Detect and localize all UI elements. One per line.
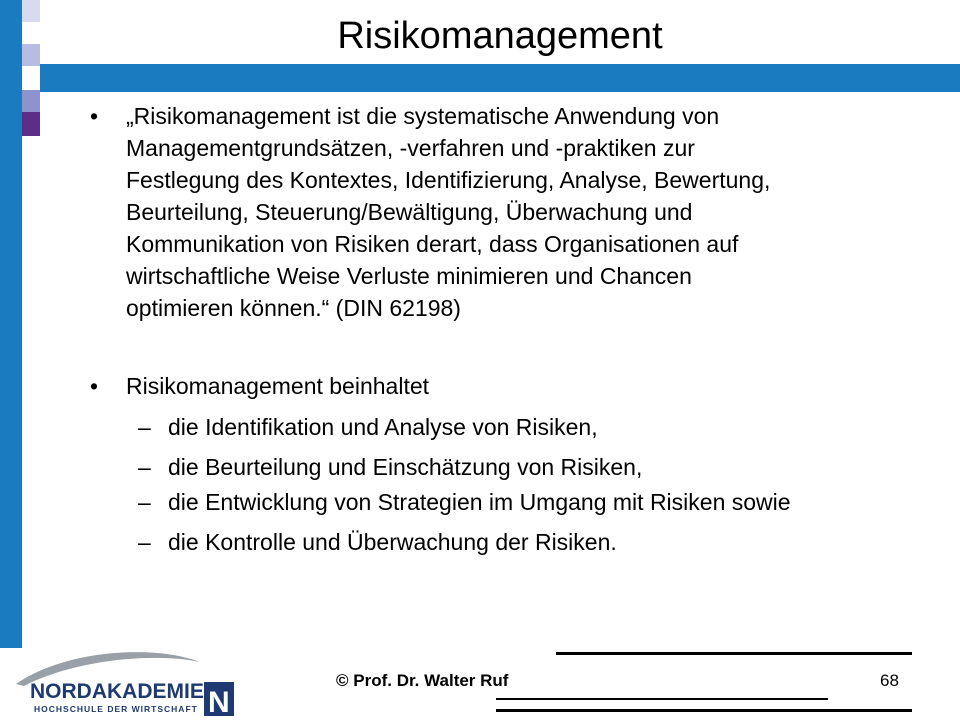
bullet-1-line: Beurteilung, Steuerung/Bewältigung, Überwachung und [126, 199, 693, 225]
footer-copyright: © Prof. Dr. Walter Ruf [336, 671, 509, 690]
deco-square-2 [22, 44, 40, 66]
sub-bullet-glyph: – [138, 454, 151, 480]
bullet-1-line: Managementgrundsätzen, -verfahren und -praktiken zur [126, 135, 695, 161]
deco-square-1 [22, 0, 40, 22]
sub-item: die Beurteilung und Einschätzung von Risiken, [168, 454, 643, 480]
slide-title: Risikomanagement [337, 15, 663, 57]
sub-bullet-glyph: – [138, 529, 151, 555]
bullet-1-text [126, 100, 926, 324]
footer-mid-line [496, 698, 828, 700]
nordakademie-logo [4, 646, 236, 718]
sub-item: die Kontrolle und Überwachung der Risiken. [168, 529, 617, 555]
sub-bullet-glyph: – [138, 414, 151, 440]
bullet-1-line: „Risikomanagement ist die systematische Anwendung von [126, 103, 720, 129]
bullet-1-line: optimieren können.“ (DIN 62198) [126, 295, 461, 321]
sub-item: die Identifikation und Analyse von Risiken, [168, 414, 598, 440]
bullet-1-line: wirtschaftliche Weise Verluste minimieren und Chancen [126, 263, 692, 289]
bullet-1-line: Festlegung des Kontextes, Identifizierung, Analyse, Bewertung, [126, 167, 771, 193]
sub-bullet-glyph: – [138, 489, 151, 515]
bullet-2-text: Risikomanagement beinhaltet [126, 373, 430, 399]
footer-top-line [556, 652, 912, 655]
logo-tagline: HOCHSCHULE DER WIRTSCHAFT [34, 704, 198, 714]
logo-wordmark: NORDAKADEMIE [30, 680, 204, 703]
deco-square-4 [22, 112, 40, 136]
page-number: 68 [880, 671, 899, 690]
footer-bottom-line [496, 709, 912, 712]
bullet-1-line: Kommunikation von Risiken derart, dass Organisationen auf [126, 231, 739, 257]
title-accent-band [40, 64, 960, 92]
sub-item: die Entwicklung von Strategien im Umgang mit Risiken sowie [168, 489, 791, 515]
logo-n-mark: N [208, 686, 230, 718]
deco-square-3 [22, 90, 40, 112]
side-accent-bar [0, 0, 22, 648]
bullet-glyph: • [90, 373, 99, 399]
bullet-glyph: • [90, 103, 99, 129]
